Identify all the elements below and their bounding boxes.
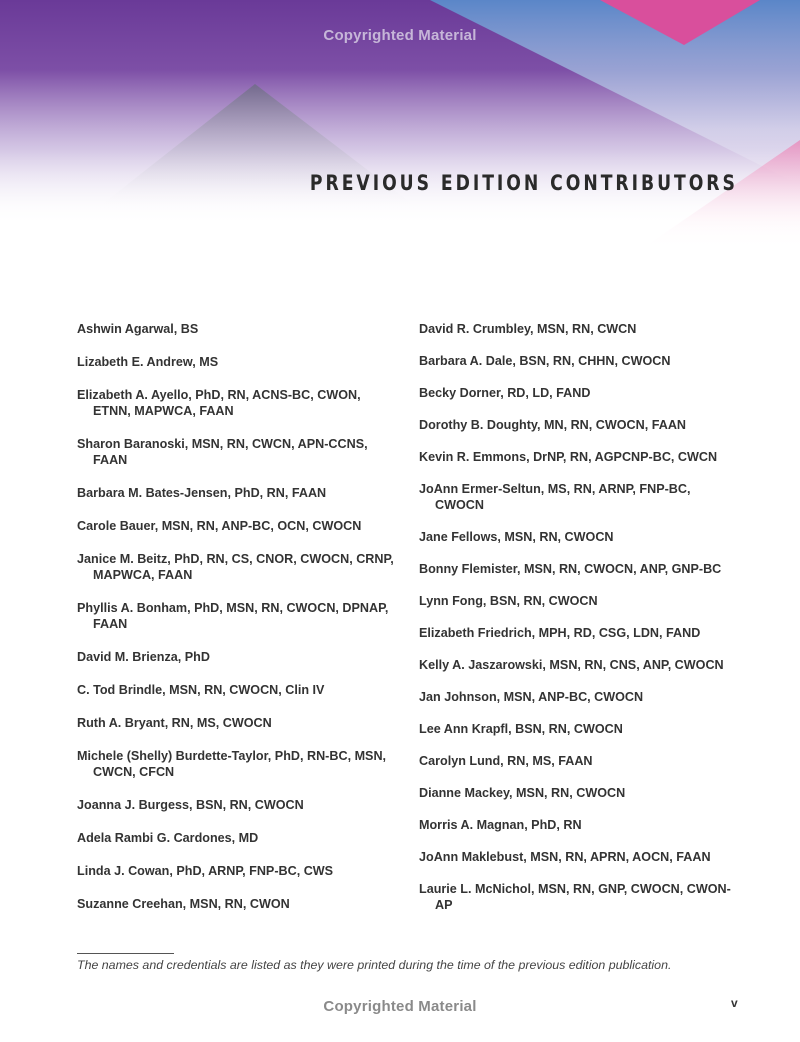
contributor-entry: JoAnn Ermer-Seltun, MS, RN, ARNP, FNP-BC, CWOCN (419, 482, 691, 512)
contributor-entry: Sharon Baranoski, MSN, RN, CWCN, APN-CCNS, FAAN (77, 437, 368, 467)
contributor-entry: Lynn Fong, BSN, RN, CWOCN (419, 594, 598, 608)
contributor-entry: Dianne Mackey, MSN, RN, CWOCN (419, 786, 626, 800)
contributors-right-column (419, 321, 739, 929)
contributor-entry: Jan Johnson, MSN, ANP-BC, CWOCN (419, 690, 644, 704)
contributor-entry: Laurie L. McNichol, MSN, RN, GNP, CWOCN, CWON-AP (419, 882, 731, 912)
contributor-entry: Suzanne Creehan, MSN, RN, CWON (77, 897, 290, 911)
contributor-entry: Lizabeth E. Andrew, MS (77, 355, 219, 369)
contributor-entry: David R. Crumbley, MSN, RN, CWCN (419, 322, 637, 336)
contributors-left-column (77, 321, 397, 929)
contributor-entry: Phyllis A. Bonham, PhD, MSN, RN, CWOCN, DPNAP, FAAN (77, 601, 389, 631)
contributor-entry: Barbara M. Bates-Jensen, PhD, RN, FAAN (77, 486, 327, 500)
contributor-entry: C. Tod Brindle, MSN, RN, CWOCN, Clin IV (77, 683, 325, 697)
contributor-entry: Bonny Flemister, MSN, RN, CWOCN, ANP, GNP-BC (419, 562, 722, 576)
contributor-entry: Becky Dorner, RD, LD, FAND (419, 386, 591, 400)
contributor-entry: JoAnn Maklebust, MSN, RN, APRN, AOCN, FAAN (419, 850, 711, 864)
contributor-entry: Adela Rambi G. Cardones, MD (77, 831, 259, 845)
contributor-entry: Joanna J. Burgess, BSN, RN, CWOCN (77, 798, 304, 812)
page-number: v (731, 996, 738, 1010)
contributor-entry: Lee Ann Krapfl, BSN, RN, CWOCN (419, 722, 623, 736)
contributor-entry: Elizabeth Friedrich, MPH, RD, CSG, LDN, FAND (419, 626, 701, 640)
contributor-entry: Carole Bauer, MSN, RN, ANP-BC, OCN, CWOCN (77, 519, 362, 533)
footnote-divider (77, 953, 174, 954)
contributor-entry: Dorothy B. Doughty, MN, RN, CWOCN, FAAN (419, 418, 687, 432)
copyright-watermark-bottom: Copyrighted Material (323, 998, 477, 1015)
contributor-entry: Morris A. Magnan, PhD, RN (419, 818, 582, 832)
footnote: The names and credentials are listed as they were printed during the time of the previous edition publication. (77, 958, 672, 972)
page-title: PREVIOUS EDITION CONTRIBUTORS (310, 171, 738, 195)
contributor-entry: David M. Brienza, PhD (77, 650, 210, 664)
contributor-entry: Elizabeth A. Ayello, PhD, RN, ACNS-BC, CWON, ETNN, MAPWCA, FAAN (77, 388, 361, 418)
contributor-entry: Janice M. Beitz, PhD, RN, CS, CNOR, CWOCN, CRNP, MAPWCA, FAAN (77, 552, 394, 582)
contributor-entry: Linda J. Cowan, PhD, ARNP, FNP-BC, CWS (77, 864, 334, 878)
contributor-entry: Barbara A. Dale, BSN, RN, CHHN, CWOCN (419, 354, 671, 368)
contributor-entry: Michele (Shelly) Burdette-Taylor, PhD, RN-BC, MSN, CWCN, CFCN (77, 749, 387, 779)
contributor-entry: Kelly A. Jaszarowski, MSN, RN, CNS, ANP, CWOCN (419, 658, 724, 672)
contributor-entry: Ruth A. Bryant, RN, MS, CWOCN (77, 716, 272, 730)
contributor-entry: Jane Fellows, MSN, RN, CWOCN (419, 530, 614, 544)
copyright-watermark-top: Copyrighted Material (323, 27, 477, 44)
contributor-entry: Carolyn Lund, RN, MS, FAAN (419, 754, 593, 768)
contributor-entry: Ashwin Agarwal, BS (77, 322, 199, 336)
contributor-entry: Kevin R. Emmons, DrNP, RN, AGPCNP-BC, CWCN (419, 450, 718, 464)
